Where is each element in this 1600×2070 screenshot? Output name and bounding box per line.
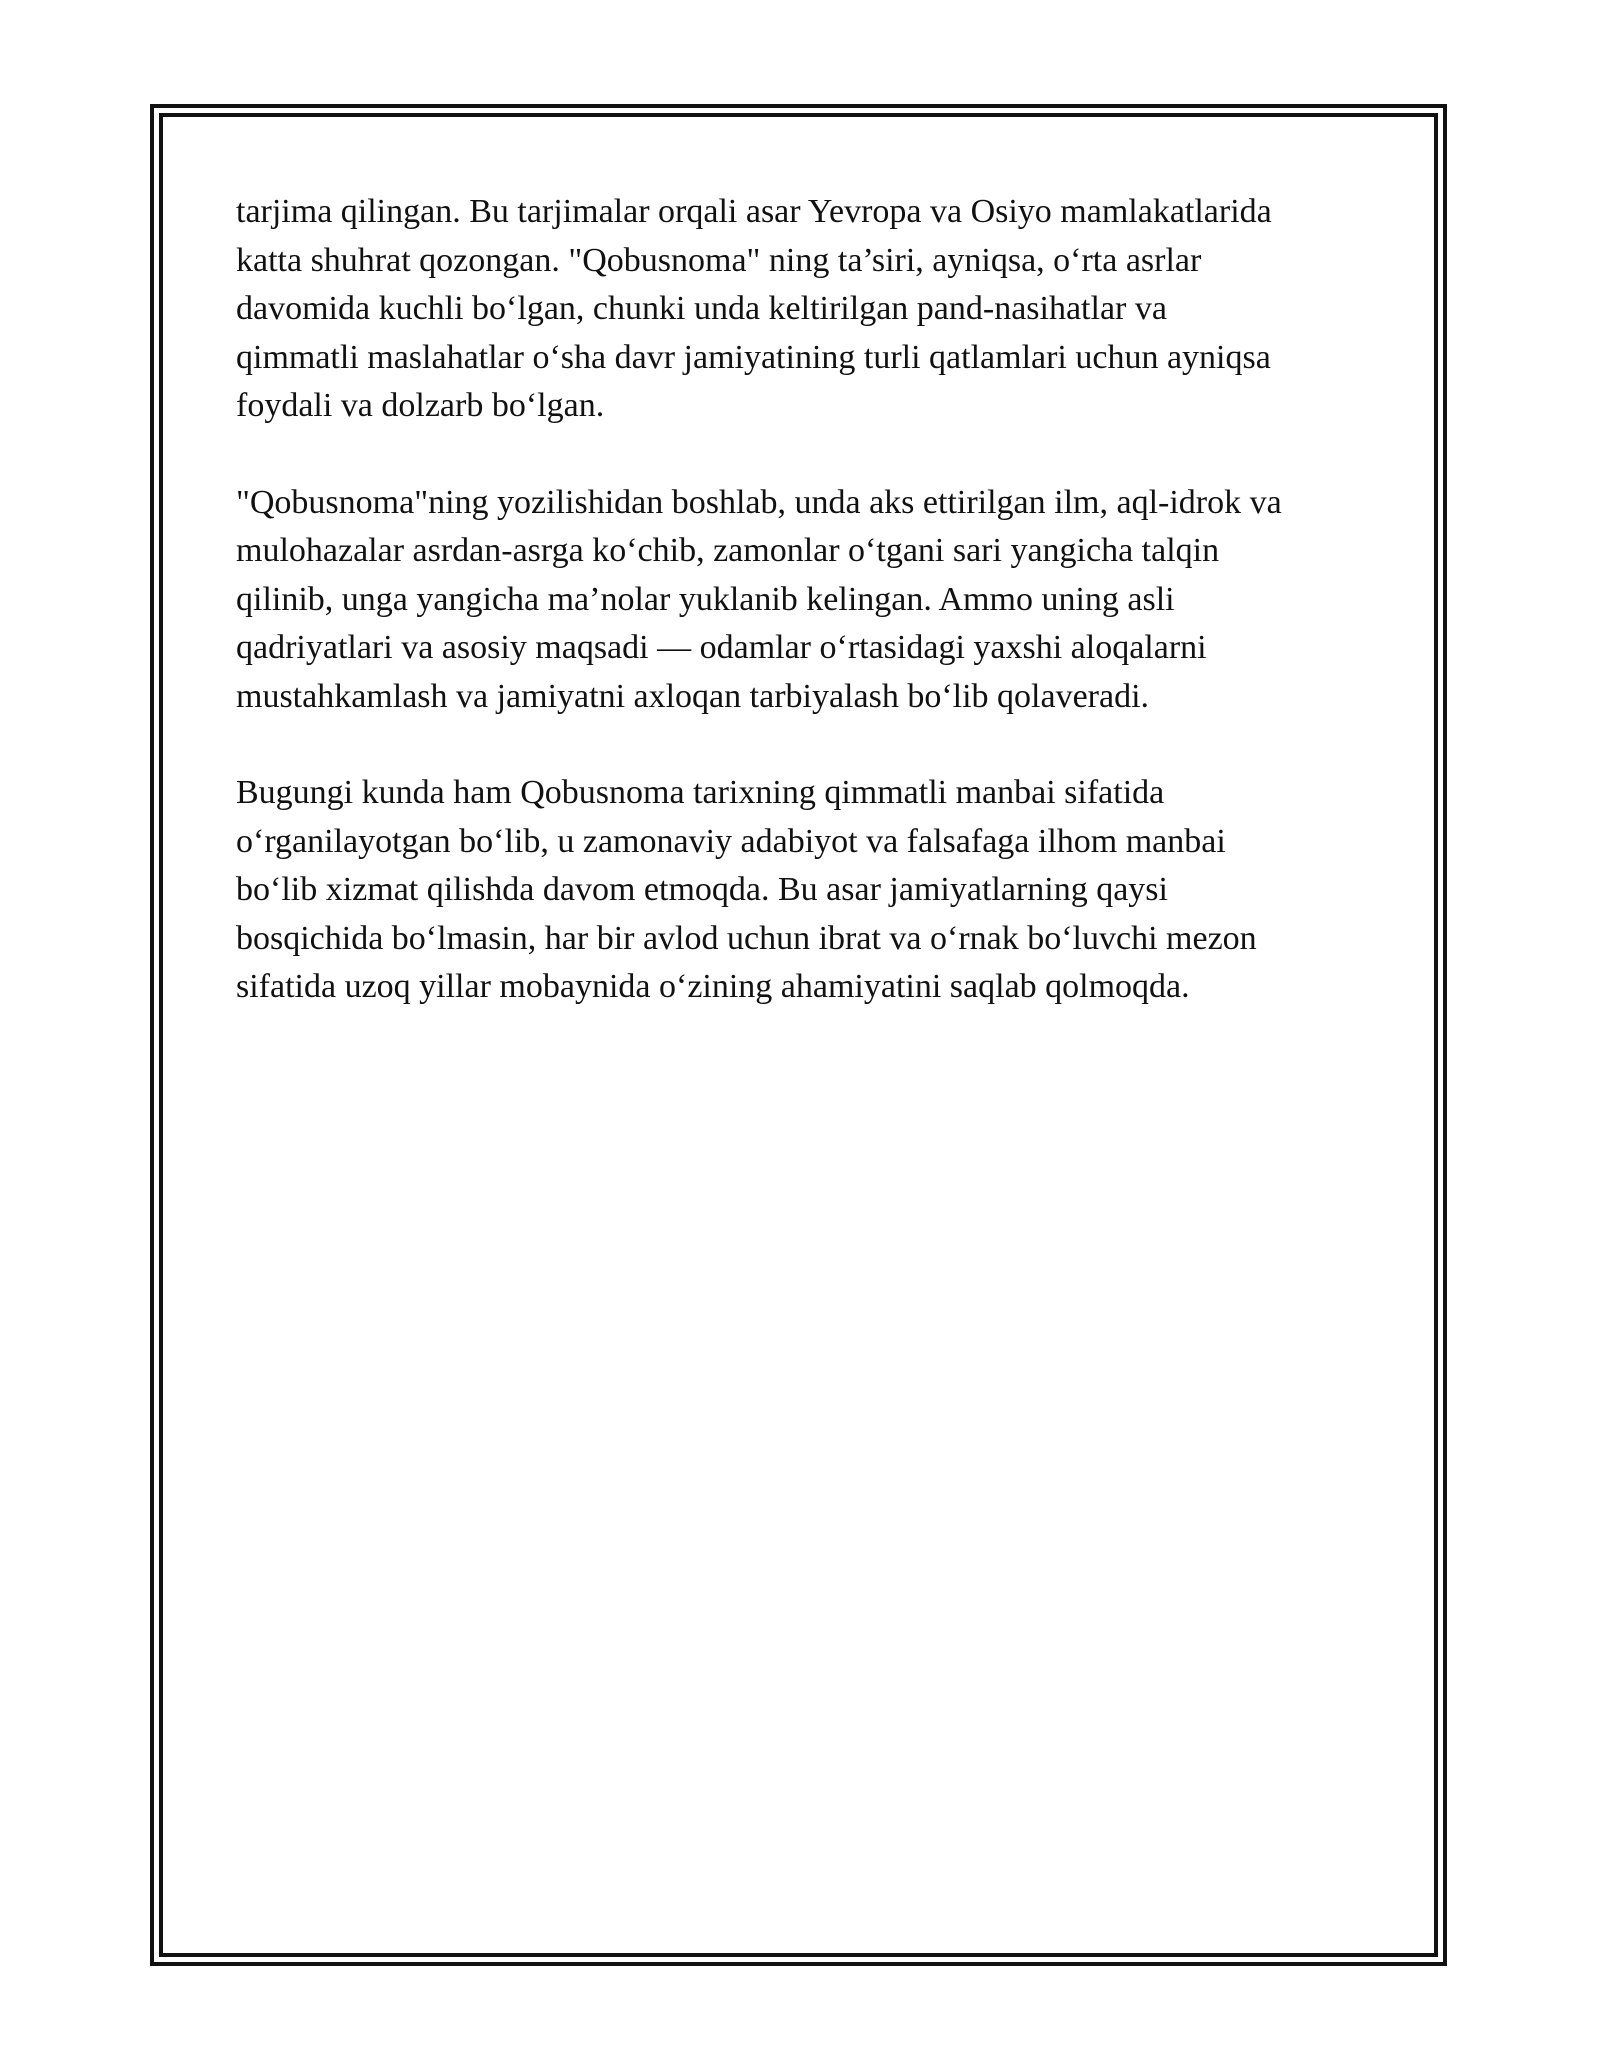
paragraph-line: tarjima qilingan. Bu tarjimalar orqali asar Yevropa va Osiyo mamlakatlarida [236, 193, 1272, 230]
paragraph-2 [236, 479, 1376, 722]
paragraph-3 [236, 769, 1376, 1012]
paragraph-line: qadriyatlari va asosiy maqsadi — odamlar o‘rtasidagi yaxshi aloqalarni [236, 629, 1207, 666]
paragraph-line: o‘rganilayotgan bo‘lib, u zamonaviy adabiyot va falsafaga ilhom manbai [236, 822, 1226, 860]
paragraph-line: mustahkamlash va jamiyatni axloqan tarbiyalash bo‘lib qolaveradi. [236, 677, 1150, 715]
paragraph-line: "Qobusnoma"ning yozilishidan boshlab, unda aks ettirilgan ilm, aql-idrok va [236, 483, 1282, 521]
document-body [236, 188, 1376, 1060]
paragraph-line: qimmatli maslahatlar o‘sha davr jamiyatining turli qatlamlari uchun ayniqsa [236, 338, 1271, 376]
paragraph-line: bo‘lib xizmat qilishda davom etmoqda. Bu asar jamiyatlarning qaysi [236, 871, 1168, 908]
paragraph-line: mulohazalar asrdan-asrga ko‘chib, zamonlar o‘tgani sari yangicha talqin [236, 532, 1220, 569]
paragraph-line: davomida kuchli bo‘lgan, chunki unda keltirilgan pand-nasihatlar va [236, 290, 1167, 327]
paragraph-line: Bugungi kunda ham Qobusnoma tarixning qimmatli manbai sifatida [236, 774, 1165, 811]
paragraph-line: bosqichida bo‘lmasin, har bir avlod uchun ibrat va o‘rnak bo‘luvchi mezon [236, 919, 1257, 957]
paragraph-1 [236, 188, 1376, 431]
paragraph-line: qilinib, unga yangicha ma’nolar yuklanib kelingan. Ammo uning asli [236, 580, 1175, 618]
paragraph-line: foydali va dolzarb bo‘lgan. [236, 387, 605, 424]
paragraph-line: sifatida uzoq yillar mobaynida o‘zining ahamiyatini saqlab qolmoqda. [236, 968, 1190, 1005]
paragraph-line: katta shuhrat qozongan. "Qobusnoma" ning ta’siri, ayniqsa, o‘rta asrlar [236, 241, 1202, 279]
